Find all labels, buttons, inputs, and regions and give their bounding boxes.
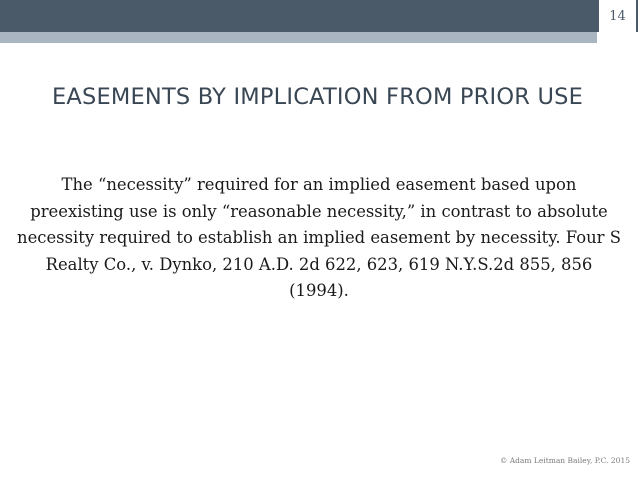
slide-number-frame [597,0,638,32]
slide-number: 14 [599,0,636,32]
copyright-footer: © Adam Leitman Bailey, P.C. 2015 [499,456,630,465]
header-bar [0,0,597,32]
header-accent-bar [0,32,597,43]
slide-title: EASEMENTS BY IMPLICATION FROM PRIOR USE [52,84,584,110]
slide-number-accent [600,32,638,43]
slide-body-text: The “necessity” required for an implied easement based upon preexisting use is only “reasonable necessity,” in contrast to absolute necessity required to establish an implied easement by necessity. Four S Realty Co., v. Dynko, 210 A.D. 2d 622, 623, 619 N.Y.S.2d 855, 856 (1994). [17,175,621,300]
